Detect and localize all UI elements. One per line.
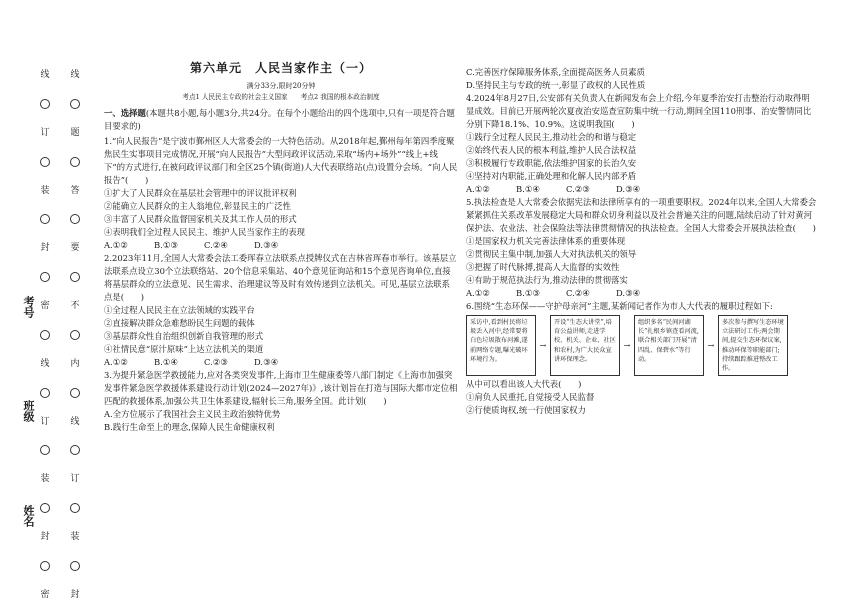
binding-margin (0, 0, 92, 608)
hole-icon (40, 214, 50, 224)
question-4-option: ④坚持对内职能,正确处理和化解人民内部矛盾 (466, 171, 637, 181)
page-title: 第六单元 人民当家作主（一） (189, 61, 372, 75)
hole-icon (40, 561, 50, 571)
arrow-right-icon: → (707, 341, 715, 351)
choice-b[interactable]: B.①③ (154, 240, 178, 250)
question-5-choices (466, 287, 818, 300)
hole-icon (70, 214, 80, 224)
choice-c[interactable]: C.②④ (566, 288, 590, 298)
hole-icon (40, 99, 50, 109)
question-2-option: ④社情民意“原汁原味”上达立法机关的渠道 (104, 344, 264, 354)
question-3-option[interactable]: C.完善医疗保障服务体系,全面提高医务人员素质 (466, 67, 645, 77)
question-6-option: ①肩负人民重托,自觉接受人民监督 (466, 392, 595, 403)
hole-icon (70, 99, 80, 109)
hole-icon (70, 272, 80, 282)
exam-number-label: 考号 (22, 296, 35, 318)
hole-icon (40, 330, 50, 340)
choice-c[interactable]: C.②③ (566, 184, 590, 194)
question-3-option[interactable]: D.坚持民主与专政的统一,彰显了政权的人民性质 (466, 80, 646, 90)
key-points: 考点1 人民民主专政的社会主义国家 考点2 我国的根本政治制度 (182, 93, 380, 101)
class-label: 班级 (22, 400, 35, 422)
question-5-option: ④有助于规范执法行为,推动法律的贯彻落实 (466, 275, 628, 285)
question-3-stem: 3.为提升紧急医学救援能力,应对各类突发事件,上海市卫生健康委等八部门制定《上海市加强突发事件紧急医学救援体系建设行动计划(2024—2027年)》,该计划旨在打造与国际大都市定位相匹配的救援体系,加强公共卫生体系建设,辐射长三角,服务全国。此计划( ) (104, 370, 458, 406)
hole-icon (70, 157, 80, 167)
hole-icon (70, 445, 80, 455)
question-6-option: ②行使质询权,统一行使国家权力 (466, 405, 586, 416)
question-5-option: ③把握了时代脉搏,提高人大监督的实效性 (466, 262, 620, 272)
name-label: 姓名 (22, 505, 35, 527)
seal-line-inner: 线 题 答 要 不 内 线 订 装 封 (70, 70, 80, 600)
choice-d[interactable]: D.③④ (616, 184, 641, 194)
right-column (466, 66, 818, 417)
hole-icon (70, 503, 80, 513)
question-5-stem: 5.执法检查是人大常委会依据宪法和法律所享有的一项重要职权。2024年以来,全国人大常委会紧紧抓住关系改革发展稳定大局和群众切身利益以及社会普遍关注的问题,陆续启动了针对黄河保护法、农业法、社会保险法等法律贯彻情况的执法检查。全国人大常委会开展执法检查( ) (466, 197, 817, 233)
question-1-option: ①扩大了人民群众在基层社会管理中的评议批评权利 (104, 188, 297, 198)
flow-step: 采访中,看到村民将垃圾丢入河中,经常要将白色垃圾散布河滩,遂前网络专题,曝光破坏环境行为。 (466, 315, 536, 376)
seal-line-outer: 线 订 装 封 密 线 订 装 封 密 (40, 70, 50, 600)
choice-a[interactable]: A.①② (466, 288, 490, 298)
choice-c[interactable]: C.②④ (204, 240, 228, 250)
choice-c[interactable]: C.②③ (204, 357, 228, 367)
question-4-option: ③积极履行专政职能,依法维护国家的长治久安 (466, 158, 637, 168)
question-6-stem: 6.围绕“生态环保——守护母亲河”主题,某新闻记者作为市人大代表的履职过程如下: (466, 301, 773, 311)
question-4-choices (466, 183, 818, 196)
choice-b[interactable]: B.①④ (154, 357, 178, 367)
question-3-option[interactable]: B.践行生命至上的理念,保障人民生命健康权利 (104, 422, 275, 432)
hole-icon (40, 272, 50, 282)
question-4-stem: 4.2024年8月27日,公安部有关负责人在新闻发布会上介绍,今年夏季治安打击整治行动取得明显成效。目前已开展两轮次夏夜治安巡查宣防集中统一行动,期间全国110刑事、治安警情同比分别下降18.1%、10.9%。这说明我国( ) (466, 93, 812, 129)
choice-d[interactable]: D.③④ (616, 288, 641, 298)
question-2-option: ①全过程人民民主在立法领域的实践平台 (104, 305, 255, 315)
hole-icon (70, 330, 80, 340)
choice-d[interactable]: D.③④ (254, 357, 279, 367)
choice-d[interactable]: D.③④ (254, 240, 279, 250)
flow-step: 开设“生态大讲堂”,培育公益讲师,走进学校、机关、企业、社区和农村,为广大民众宣讲环保理念。 (550, 315, 620, 376)
hole-icon (40, 445, 50, 455)
hole-icon (70, 388, 80, 398)
hole-icon (40, 503, 50, 513)
question-5-option: ②贯彻民主集中制,加强人大对执法机关的领导 (466, 249, 637, 259)
arrow-right-icon: → (539, 341, 547, 351)
choice-a[interactable]: A.①② (104, 357, 128, 367)
process-flow (466, 315, 818, 376)
arrow-right-icon: → (623, 341, 631, 351)
question-1-option: ③丰富了人民群众监督国家机关及其工作人员的形式 (104, 214, 297, 224)
question-1-choices (104, 239, 458, 252)
question-1-option: ②能确立人民群众的主人翁地位,彰显民主的广泛性 (104, 201, 291, 211)
choice-a[interactable]: A.①② (466, 184, 490, 194)
hole-icon (40, 388, 50, 398)
question-2-stem: 2.2023年11月,全国人大常委会法工委珲春立法联系点授牌仪式在吉林省珲春市举行。该基层立法联系点设立30个立法联络站、20个信息采集站、40个意见征询站和15个意见咨询单位,直接将基层群众的立法意见、民生需求、治理建议等及时有效传递到立法机关。可见,基层立法联系点是( ) (104, 253, 457, 302)
question-2-choices (104, 356, 458, 369)
hole-icon (40, 157, 50, 167)
left-column (104, 62, 458, 434)
hole-icon (70, 561, 80, 571)
choice-b[interactable]: B.①④ (516, 184, 540, 194)
question-2-option: ③基层群众性自治组织创新自我管理的形式 (104, 331, 264, 341)
choice-b[interactable]: B.①③ (516, 288, 540, 298)
score-time-note: 满分33分,限时20分钟 (246, 82, 316, 90)
question-1-option: ④表明我们全过程人民民主、维护人民当家作主的表现 (104, 227, 305, 237)
question-3-option[interactable]: A.全方位展示了我国社会主义民主政治独特优势 (104, 409, 281, 419)
question-2-option: ②直接解决群众急难愁盼民生问题的载体 (104, 318, 255, 328)
question-5-option: ①是国家权力机关完善法律体系的重要体现 (466, 236, 626, 246)
section-heading: 一、选择题(本题共8小题,每小题3分,共24分。在每个小题给出的四个选项中,只有一项是符合题目要求的) (104, 108, 455, 131)
question-6-prompt: 从中可以看出该人大代表( ) (466, 379, 582, 390)
question-1-stem: 1.“向人民报告”是宁波市鄞州区人大常委会的一大特色活动。从2018年起,鄞州每年第四季度聚焦民生实事项目完成情况,开展“向人民报告”大型问政评议活动,采取“场内+场外”“线上+线下”的方式进行,在被问政评议部门和全区25个镇(街道)人大代表联络站(点)设置分会场。“向人民报告”( ) (104, 136, 458, 185)
flow-step: 多次参与撰写生态环境立法研讨工作;两会期间,提交生态环保议案,推动环保等职能部门;持续跟踪推进整改工作。 (718, 315, 788, 376)
choice-a[interactable]: A.①② (104, 240, 128, 250)
question-4-option: ②始终代表人民的根本利益,维护人民合法权益 (466, 145, 637, 155)
question-4-option: ①践行全过程人民民主,推动社会的和谐与稳定 (466, 132, 637, 142)
flow-step: 组织多名“民间河湖长”扎根乡镇查看河流,联合相关部门开展“清四乱、保碧水”等行动。 (634, 315, 704, 376)
